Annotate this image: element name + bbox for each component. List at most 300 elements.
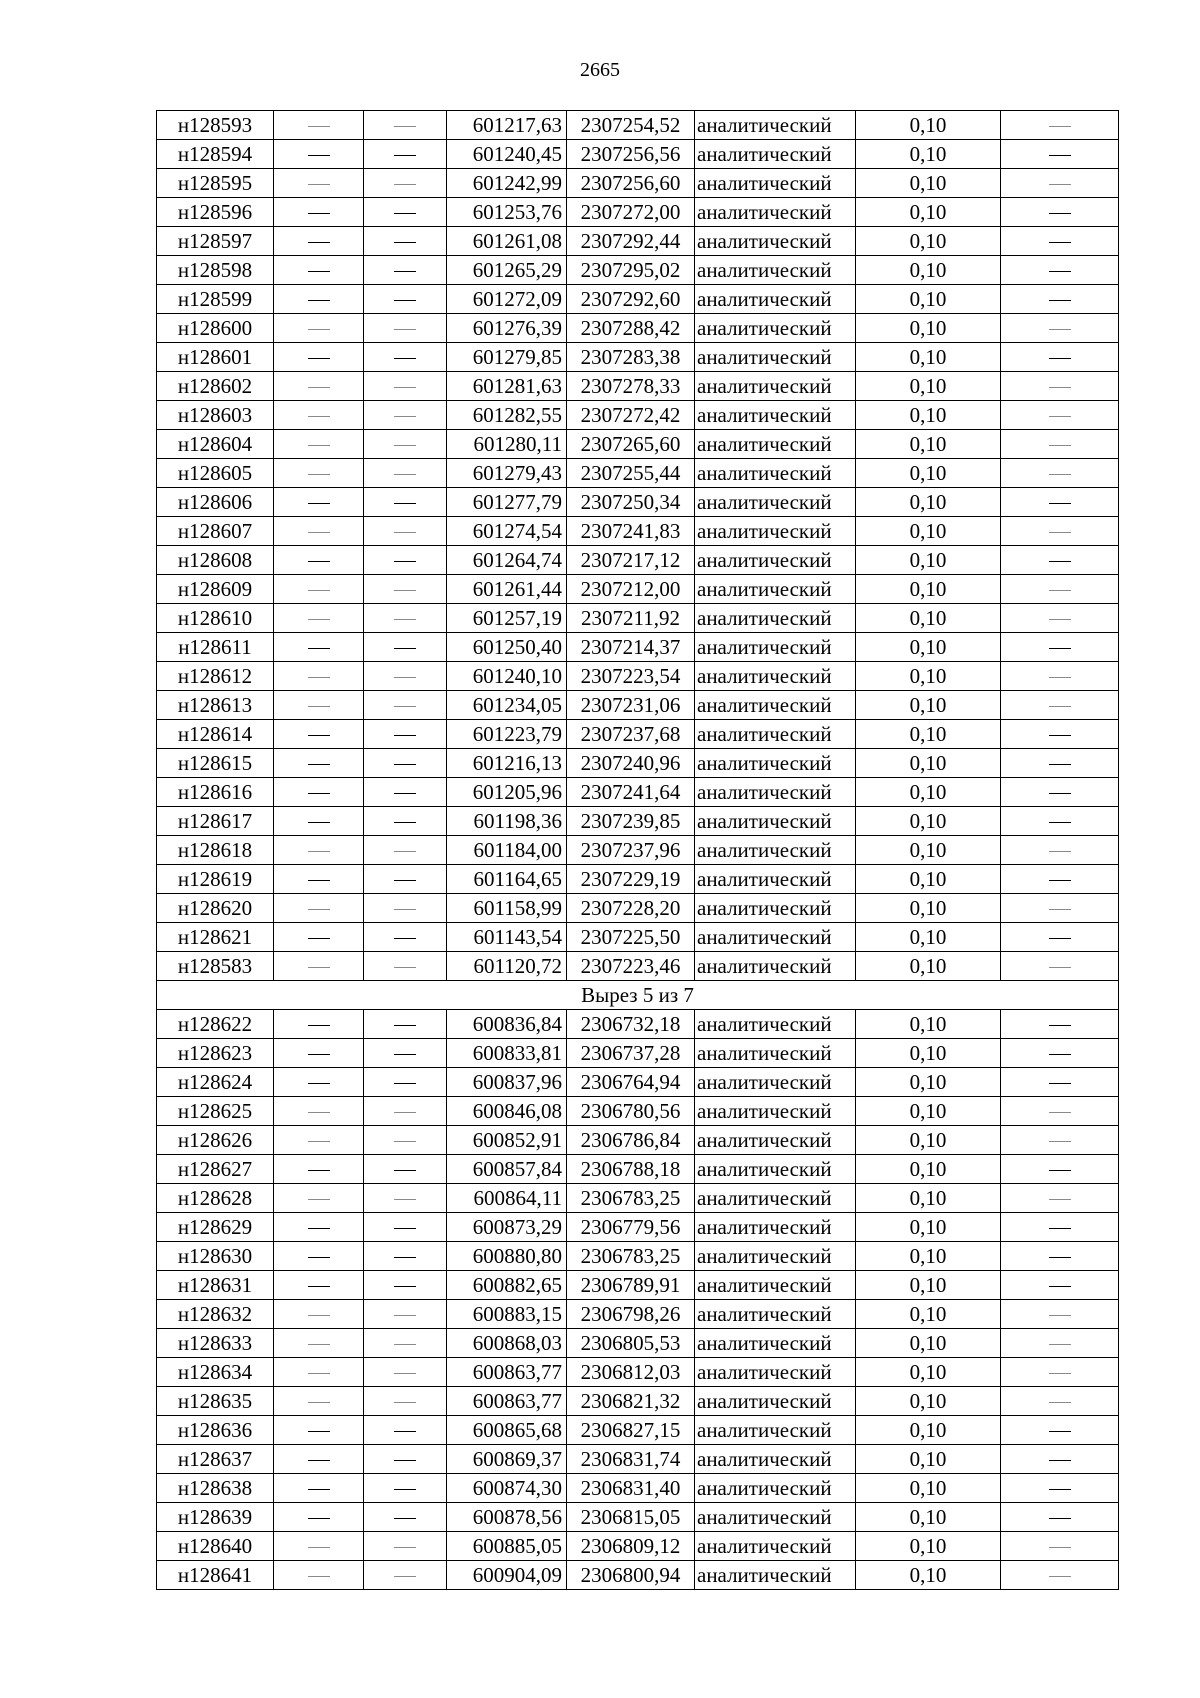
table-row — [157, 662, 1119, 691]
table-row — [157, 1155, 1119, 1184]
empty-cell — [274, 372, 364, 401]
coord-x: 600836,84 — [447, 1010, 567, 1039]
em-dash-icon — [308, 851, 330, 852]
table-row — [157, 1416, 1119, 1445]
method: аналитический — [695, 285, 856, 314]
coord-y: 2306812,03 — [567, 1358, 695, 1387]
method: аналитический — [695, 1503, 856, 1532]
empty-cell — [274, 1242, 364, 1271]
table-row — [157, 1532, 1119, 1561]
coord-y: 2307256,56 — [567, 140, 695, 169]
method: аналитический — [695, 343, 856, 372]
coord-y: 2306809,12 — [567, 1532, 695, 1561]
em-dash-icon — [1049, 1460, 1071, 1461]
error-value: 0,10 — [856, 1068, 1001, 1097]
method: аналитический — [695, 314, 856, 343]
em-dash-icon — [394, 1054, 416, 1055]
empty-cell — [364, 314, 447, 343]
empty-cell — [1001, 1155, 1119, 1184]
em-dash-icon — [1049, 1431, 1071, 1432]
empty-cell — [364, 1184, 447, 1213]
em-dash-icon — [394, 1460, 416, 1461]
table-row — [157, 546, 1119, 575]
empty-cell — [364, 720, 447, 749]
table-row — [157, 952, 1119, 981]
em-dash-icon — [308, 1025, 330, 1026]
table-row — [157, 865, 1119, 894]
empty-cell — [1001, 1126, 1119, 1155]
em-dash-icon — [1049, 416, 1071, 417]
empty-cell — [274, 1126, 364, 1155]
coord-x: 600846,08 — [447, 1097, 567, 1126]
table-row — [157, 604, 1119, 633]
empty-cell — [274, 575, 364, 604]
point-id: н128637 — [157, 1445, 274, 1474]
empty-cell — [1001, 633, 1119, 662]
coord-y: 2306737,28 — [567, 1039, 695, 1068]
method: аналитический — [695, 372, 856, 401]
em-dash-icon — [1049, 1576, 1071, 1577]
em-dash-icon — [394, 561, 416, 562]
empty-cell — [274, 952, 364, 981]
error-value: 0,10 — [856, 517, 1001, 546]
point-id: н128601 — [157, 343, 274, 372]
section-divider — [157, 981, 1119, 1010]
em-dash-icon — [394, 1547, 416, 1548]
point-id: н128615 — [157, 749, 274, 778]
coord-x: 601279,85 — [447, 343, 567, 372]
empty-cell — [1001, 575, 1119, 604]
coord-x: 601143,54 — [447, 923, 567, 952]
em-dash-icon — [308, 155, 330, 156]
coord-x: 600863,77 — [447, 1358, 567, 1387]
em-dash-icon — [1049, 242, 1071, 243]
point-id: н128626 — [157, 1126, 274, 1155]
em-dash-icon — [1049, 1025, 1071, 1026]
empty-cell — [274, 343, 364, 372]
point-id: н128621 — [157, 923, 274, 952]
point-id: н128632 — [157, 1300, 274, 1329]
error-value: 0,10 — [856, 459, 1001, 488]
error-value: 0,10 — [856, 285, 1001, 314]
table-row — [157, 894, 1119, 923]
empty-cell — [274, 1503, 364, 1532]
table-row — [157, 140, 1119, 169]
em-dash-icon — [308, 590, 330, 591]
method: аналитический — [695, 1300, 856, 1329]
method: аналитический — [695, 894, 856, 923]
coord-y: 2307211,92 — [567, 604, 695, 633]
coord-y: 2306831,40 — [567, 1474, 695, 1503]
table-row — [157, 778, 1119, 807]
empty-cell — [364, 140, 447, 169]
empty-cell — [364, 1300, 447, 1329]
empty-cell — [364, 807, 447, 836]
empty-cell — [274, 1039, 364, 1068]
error-value: 0,10 — [856, 1184, 1001, 1213]
empty-cell — [274, 546, 364, 575]
empty-cell — [364, 285, 447, 314]
empty-cell — [364, 1039, 447, 1068]
table-row — [157, 1300, 1119, 1329]
method: аналитический — [695, 952, 856, 981]
em-dash-icon — [1049, 271, 1071, 272]
empty-cell — [274, 1358, 364, 1387]
coord-x: 600852,91 — [447, 1126, 567, 1155]
empty-cell — [1001, 517, 1119, 546]
section-title: Вырез 5 из 7 — [157, 981, 1119, 1010]
empty-cell — [274, 1532, 364, 1561]
empty-cell — [364, 1242, 447, 1271]
point-id: н128606 — [157, 488, 274, 517]
error-value: 0,10 — [856, 1329, 1001, 1358]
error-value: 0,10 — [856, 140, 1001, 169]
empty-cell — [274, 1184, 364, 1213]
empty-cell — [274, 1561, 364, 1590]
table-row — [157, 401, 1119, 430]
em-dash-icon — [1049, 1054, 1071, 1055]
coord-y: 2307288,42 — [567, 314, 695, 343]
empty-cell — [364, 372, 447, 401]
em-dash-icon — [308, 416, 330, 417]
empty-cell — [274, 807, 364, 836]
coord-y: 2306780,56 — [567, 1097, 695, 1126]
method: аналитический — [695, 1416, 856, 1445]
table-row — [157, 1561, 1119, 1590]
em-dash-icon — [394, 880, 416, 881]
em-dash-icon — [394, 619, 416, 620]
coord-y: 2307278,33 — [567, 372, 695, 401]
empty-cell — [1001, 836, 1119, 865]
error-value: 0,10 — [856, 778, 1001, 807]
em-dash-icon — [394, 822, 416, 823]
empty-cell — [1001, 372, 1119, 401]
coord-x: 601279,43 — [447, 459, 567, 488]
empty-cell — [1001, 1416, 1119, 1445]
point-id: н128593 — [157, 111, 274, 140]
point-id: н128620 — [157, 894, 274, 923]
em-dash-icon — [394, 503, 416, 504]
em-dash-icon — [308, 1170, 330, 1171]
empty-cell — [1001, 1097, 1119, 1126]
empty-cell — [274, 169, 364, 198]
error-value: 0,10 — [856, 546, 1001, 575]
coord-x: 601264,74 — [447, 546, 567, 575]
empty-cell — [274, 430, 364, 459]
coord-y: 2307217,12 — [567, 546, 695, 575]
em-dash-icon — [308, 677, 330, 678]
empty-cell — [274, 1097, 364, 1126]
em-dash-icon — [308, 909, 330, 910]
em-dash-icon — [308, 213, 330, 214]
empty-cell — [1001, 314, 1119, 343]
empty-cell — [1001, 198, 1119, 227]
empty-cell — [274, 140, 364, 169]
coord-y: 2306815,05 — [567, 1503, 695, 1532]
empty-cell — [1001, 662, 1119, 691]
table-section-b — [157, 1010, 1119, 1590]
em-dash-icon — [308, 1489, 330, 1490]
empty-cell — [364, 1474, 447, 1503]
point-id: н128627 — [157, 1155, 274, 1184]
coord-x: 600863,77 — [447, 1387, 567, 1416]
table-row — [157, 836, 1119, 865]
empty-cell — [274, 633, 364, 662]
point-id: н128595 — [157, 169, 274, 198]
table-row — [157, 807, 1119, 836]
empty-cell — [364, 923, 447, 952]
em-dash-icon — [394, 1141, 416, 1142]
coord-y: 2307239,85 — [567, 807, 695, 836]
em-dash-icon — [308, 1402, 330, 1403]
point-id: н128613 — [157, 691, 274, 720]
empty-cell — [364, 1445, 447, 1474]
em-dash-icon — [1049, 1141, 1071, 1142]
coord-y: 2307292,60 — [567, 285, 695, 314]
em-dash-icon — [394, 1489, 416, 1490]
error-value: 0,10 — [856, 1532, 1001, 1561]
coord-x: 601274,54 — [447, 517, 567, 546]
coord-y: 2306788,18 — [567, 1155, 695, 1184]
empty-cell — [364, 401, 447, 430]
empty-cell — [1001, 140, 1119, 169]
coord-y: 2307241,83 — [567, 517, 695, 546]
empty-cell — [1001, 459, 1119, 488]
empty-cell — [364, 430, 447, 459]
empty-cell — [364, 198, 447, 227]
coord-y: 2307214,37 — [567, 633, 695, 662]
em-dash-icon — [308, 126, 330, 127]
coord-y: 2307225,50 — [567, 923, 695, 952]
em-dash-icon — [1049, 1083, 1071, 1084]
em-dash-icon — [1049, 474, 1071, 475]
coord-x: 601216,13 — [447, 749, 567, 778]
table-row — [157, 430, 1119, 459]
empty-cell — [274, 488, 364, 517]
method: аналитический — [695, 1126, 856, 1155]
em-dash-icon — [394, 1083, 416, 1084]
method: аналитический — [695, 1010, 856, 1039]
coord-x: 601198,36 — [447, 807, 567, 836]
table-row — [157, 749, 1119, 778]
empty-cell — [364, 227, 447, 256]
point-id: н128617 — [157, 807, 274, 836]
em-dash-icon — [1049, 735, 1071, 736]
method: аналитический — [695, 430, 856, 459]
method: аналитический — [695, 865, 856, 894]
error-value: 0,10 — [856, 1242, 1001, 1271]
method: аналитический — [695, 1242, 856, 1271]
point-id: н128624 — [157, 1068, 274, 1097]
empty-cell — [1001, 1213, 1119, 1242]
empty-cell — [1001, 1300, 1119, 1329]
em-dash-icon — [1049, 445, 1071, 446]
em-dash-icon — [394, 1112, 416, 1113]
table-row — [157, 459, 1119, 488]
em-dash-icon — [394, 735, 416, 736]
coord-y: 2307229,19 — [567, 865, 695, 894]
method: аналитический — [695, 1445, 856, 1474]
method: аналитический — [695, 1155, 856, 1184]
em-dash-icon — [394, 300, 416, 301]
em-dash-icon — [394, 213, 416, 214]
empty-cell — [364, 1271, 447, 1300]
empty-cell — [274, 517, 364, 546]
em-dash-icon — [308, 1460, 330, 1461]
error-value: 0,10 — [856, 314, 1001, 343]
em-dash-icon — [308, 300, 330, 301]
point-id: н128609 — [157, 575, 274, 604]
coord-x: 600880,80 — [447, 1242, 567, 1271]
coord-y: 2306764,94 — [567, 1068, 695, 1097]
error-value: 0,10 — [856, 372, 1001, 401]
error-value: 0,10 — [856, 1213, 1001, 1242]
em-dash-icon — [394, 1576, 416, 1577]
em-dash-icon — [308, 967, 330, 968]
empty-cell — [1001, 546, 1119, 575]
empty-cell — [364, 952, 447, 981]
method: аналитический — [695, 1387, 856, 1416]
empty-cell — [1001, 749, 1119, 778]
empty-cell — [274, 894, 364, 923]
empty-cell — [1001, 865, 1119, 894]
empty-cell — [364, 1329, 447, 1358]
coord-x: 601250,40 — [447, 633, 567, 662]
method: аналитический — [695, 1068, 856, 1097]
empty-cell — [364, 1068, 447, 1097]
em-dash-icon — [308, 648, 330, 649]
table-row — [157, 488, 1119, 517]
method: аналитический — [695, 1213, 856, 1242]
method: аналитический — [695, 111, 856, 140]
empty-cell — [1001, 430, 1119, 459]
empty-cell — [364, 1387, 447, 1416]
empty-cell — [274, 1416, 364, 1445]
method: аналитический — [695, 575, 856, 604]
error-value: 0,10 — [856, 633, 1001, 662]
em-dash-icon — [308, 1228, 330, 1229]
coord-y: 2307231,06 — [567, 691, 695, 720]
point-id: н128641 — [157, 1561, 274, 1590]
coord-x: 601242,99 — [447, 169, 567, 198]
error-value: 0,10 — [856, 1039, 1001, 1068]
coord-y: 2307254,52 — [567, 111, 695, 140]
em-dash-icon — [308, 880, 330, 881]
em-dash-icon — [308, 445, 330, 446]
method: аналитический — [695, 1532, 856, 1561]
coord-y: 2306779,56 — [567, 1213, 695, 1242]
method: аналитический — [695, 1097, 856, 1126]
em-dash-icon — [394, 938, 416, 939]
table-row — [157, 372, 1119, 401]
em-dash-icon — [308, 474, 330, 475]
empty-cell — [1001, 1329, 1119, 1358]
table-row — [157, 227, 1119, 256]
table-row — [157, 720, 1119, 749]
em-dash-icon — [308, 822, 330, 823]
coord-y: 2306786,84 — [567, 1126, 695, 1155]
empty-cell — [1001, 227, 1119, 256]
method: аналитический — [695, 749, 856, 778]
em-dash-icon — [308, 271, 330, 272]
em-dash-icon — [308, 1373, 330, 1374]
em-dash-icon — [394, 1518, 416, 1519]
error-value: 0,10 — [856, 1271, 1001, 1300]
point-id: н128599 — [157, 285, 274, 314]
table-row — [157, 1445, 1119, 1474]
coord-x: 600873,29 — [447, 1213, 567, 1242]
em-dash-icon — [394, 1373, 416, 1374]
method: аналитический — [695, 604, 856, 633]
error-value: 0,10 — [856, 923, 1001, 952]
empty-cell — [364, 894, 447, 923]
em-dash-icon — [394, 1402, 416, 1403]
em-dash-icon — [1049, 213, 1071, 214]
coord-x: 600874,30 — [447, 1474, 567, 1503]
table-row — [157, 285, 1119, 314]
table-row — [157, 1213, 1119, 1242]
em-dash-icon — [1049, 1199, 1071, 1200]
error-value: 0,10 — [856, 952, 1001, 981]
em-dash-icon — [1049, 764, 1071, 765]
table-row — [157, 1242, 1119, 1271]
coord-y: 2307295,02 — [567, 256, 695, 285]
table-row — [157, 1126, 1119, 1155]
empty-cell — [1001, 691, 1119, 720]
empty-cell — [1001, 1445, 1119, 1474]
empty-cell — [364, 546, 447, 575]
error-value: 0,10 — [856, 1097, 1001, 1126]
empty-cell — [274, 604, 364, 633]
coord-y: 2307237,96 — [567, 836, 695, 865]
em-dash-icon — [308, 184, 330, 185]
empty-cell — [1001, 604, 1119, 633]
coord-y: 2307292,44 — [567, 227, 695, 256]
empty-cell — [364, 256, 447, 285]
empty-cell — [364, 488, 447, 517]
point-id: н128605 — [157, 459, 274, 488]
coord-y: 2307256,60 — [567, 169, 695, 198]
em-dash-icon — [394, 1257, 416, 1258]
coord-x: 600885,05 — [447, 1532, 567, 1561]
empty-cell — [1001, 1039, 1119, 1068]
table-row — [157, 169, 1119, 198]
em-dash-icon — [1049, 358, 1071, 359]
method: аналитический — [695, 1358, 856, 1387]
em-dash-icon — [394, 358, 416, 359]
em-dash-icon — [308, 358, 330, 359]
error-value: 0,10 — [856, 256, 1001, 285]
method: аналитический — [695, 691, 856, 720]
em-dash-icon — [394, 590, 416, 591]
em-dash-icon — [1049, 851, 1071, 852]
point-id: н128623 — [157, 1039, 274, 1068]
coord-y: 2307272,42 — [567, 401, 695, 430]
em-dash-icon — [308, 1112, 330, 1113]
coord-x: 600904,09 — [447, 1561, 567, 1590]
point-id: н128622 — [157, 1010, 274, 1039]
error-value: 0,10 — [856, 836, 1001, 865]
em-dash-icon — [394, 764, 416, 765]
point-id: н128636 — [157, 1416, 274, 1445]
error-value: 0,10 — [856, 401, 1001, 430]
error-value: 0,10 — [856, 1503, 1001, 1532]
point-id: н128629 — [157, 1213, 274, 1242]
table-row — [157, 1097, 1119, 1126]
point-id: н128611 — [157, 633, 274, 662]
em-dash-icon — [394, 532, 416, 533]
coord-x: 600864,11 — [447, 1184, 567, 1213]
